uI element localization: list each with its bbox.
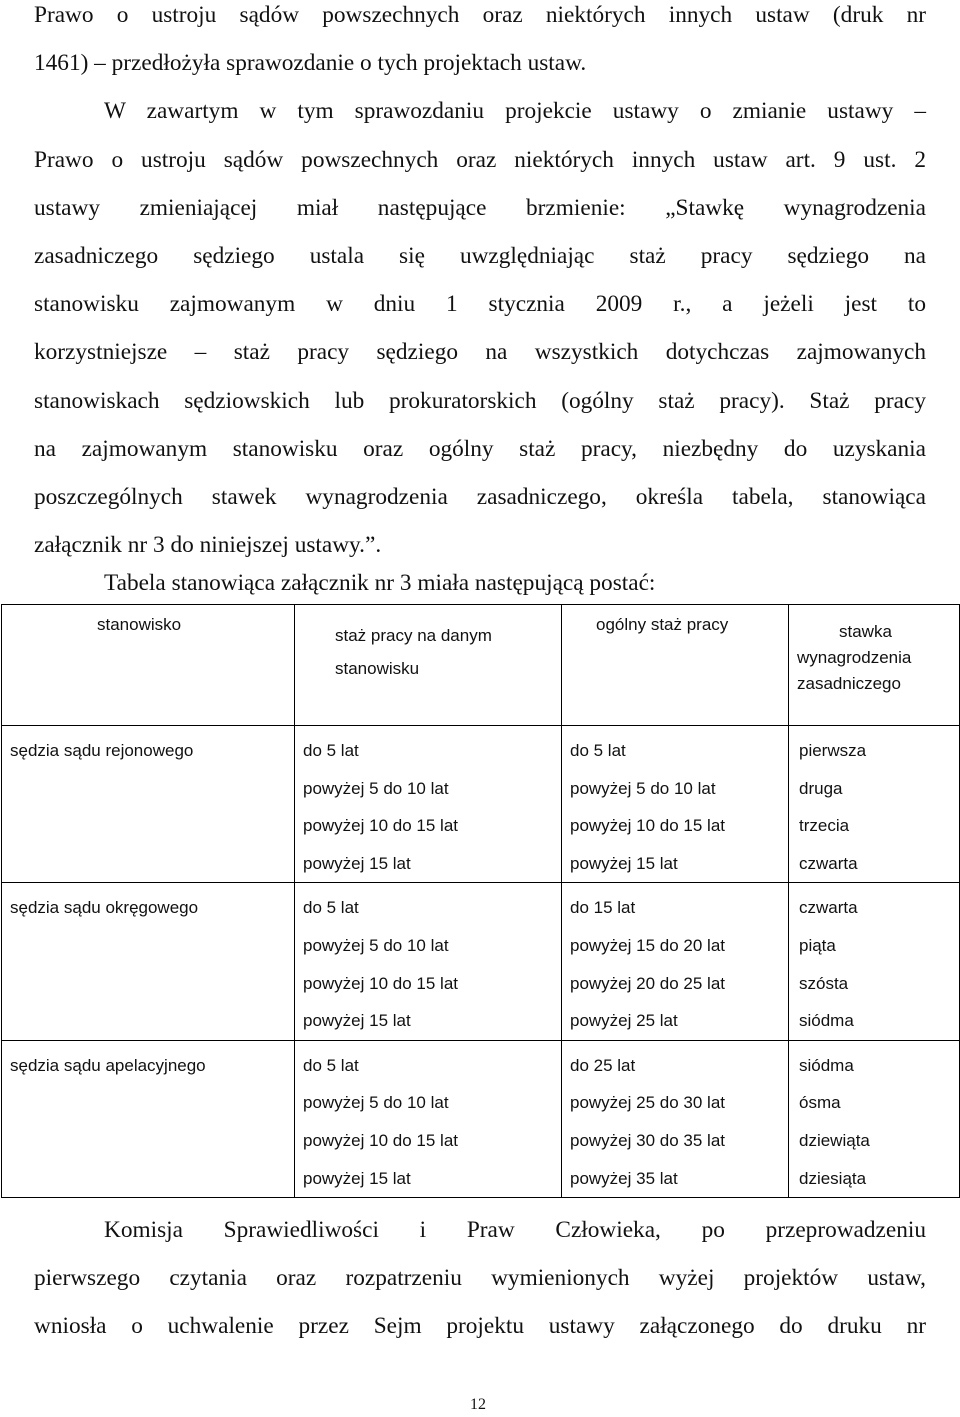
- rate-cell-value: siódma: [799, 1011, 854, 1031]
- table-header-row: [2, 605, 960, 726]
- tenure-cell-value: powyżej 15 lat: [303, 1168, 411, 1188]
- tenure-cell-value: do 5 lat: [303, 1055, 359, 1075]
- text-line: 1461) – przedłożyła sprawozdanie o tych projektach ustaw.: [34, 50, 587, 77]
- rate-cell-value: dziesiąta: [799, 1168, 867, 1188]
- header-tenure-line: stanowisku: [335, 659, 420, 678]
- text-line: stanowisku zajmowanym w dniu 1 stycznia 2009 r., a jeżeli jest to: [34, 291, 926, 318]
- rate-cell: [789, 726, 960, 883]
- rate-cell-value: trzecia: [799, 816, 850, 836]
- rate-cell: [789, 1040, 960, 1197]
- total-tenure-cell-value: powyżej 25 do 30 lat: [570, 1093, 725, 1113]
- tenure-cell-value: powyżej 5 do 10 lat: [303, 1093, 449, 1113]
- rate-cell-value: czwarta: [799, 853, 858, 873]
- rate-cell-value: pierwsza: [799, 741, 867, 760]
- total-tenure-cell-value: powyżej 10 do 15 lat: [570, 816, 725, 836]
- text-line: zasadniczego sędziego ustala się uwzględniając staż pracy sędziego na: [34, 243, 926, 270]
- text-line: załącznik nr 3 do niniejszej ustawy.”.: [34, 532, 382, 559]
- header-tenure-line: staż pracy na danym: [335, 626, 492, 645]
- position-cell: [2, 883, 295, 1040]
- header-rate-line: stawka: [839, 622, 892, 641]
- page-number: 12: [470, 1396, 486, 1413]
- rate-cell-value: piąta: [799, 935, 836, 955]
- rate-cell-value: dziewiąta: [799, 1130, 870, 1150]
- text-line: ustawy zmieniającej miał następujące brzmienie: „Stawkę wynagrodzenia: [34, 194, 926, 221]
- total-tenure-cell: [562, 1040, 789, 1197]
- rate-cell-value: czwarta: [799, 898, 858, 918]
- position-label: sędzia sądu apelacyjnego: [10, 1055, 206, 1075]
- tenure-cell-value: powyżej 10 do 15 lat: [303, 973, 458, 993]
- total-tenure-cell: [562, 726, 789, 883]
- text-line: pierwszego czytania oraz rozpatrzeniu wymienionych wyżej projektów ustaw,: [34, 1265, 926, 1292]
- text-line: Prawo o ustroju sądów powszechnych oraz niektórych innych ustaw art. 9 ust. 2: [34, 146, 926, 173]
- position-label: sędzia sądu okręgowego: [10, 898, 199, 918]
- tenure-cell-value: powyżej 10 do 15 lat: [303, 1130, 458, 1150]
- rate-cell-value: druga: [799, 778, 843, 798]
- table-body: [2, 726, 960, 1198]
- tenure-cell-value: do 5 lat: [303, 898, 359, 918]
- tenure-cell-value: powyżej 15 lat: [303, 853, 411, 873]
- total-tenure-cell-value: do 15 lat: [570, 898, 636, 918]
- text-line: Prawo o ustroju sądów powszechnych oraz niektórych innych ustaw (druk nr: [34, 2, 926, 28]
- tenure-cell-value: do 5 lat: [303, 741, 359, 760]
- rate-cell-value: siódma: [799, 1055, 854, 1075]
- tenure-cell-value: powyżej 5 do 10 lat: [303, 935, 449, 955]
- position-cell: [2, 726, 295, 883]
- tenure-cell-value: powyżej 10 do 15 lat: [303, 816, 458, 836]
- closing-paragraph: [34, 1206, 926, 1351]
- tenure-cell: [295, 1040, 562, 1197]
- text-line: poszczególnych stawek wynagrodzenia zasadniczego, określa tabela, stanowiąca: [34, 484, 926, 511]
- header-tenure: [295, 605, 562, 726]
- text-line: Komisja Sprawiedliwości i Praw Człowieka, po przeprowadzeniu: [104, 1217, 926, 1243]
- text-line: W zawartym w tym sprawozdaniu projekcie ustawy o zmianie ustawy –: [104, 98, 926, 125]
- header-rate: [789, 605, 960, 726]
- intro-paragraph: [34, 0, 926, 569]
- salary-rate-table: [1, 604, 960, 1198]
- table-row: [2, 726, 960, 883]
- header-position: stanowisko: [2, 605, 295, 726]
- total-tenure-cell-value: powyżej 25 lat: [570, 1011, 678, 1031]
- total-tenure-cell-value: do 5 lat: [570, 741, 626, 760]
- table-row: [2, 1040, 960, 1197]
- total-tenure-cell-value: powyżej 20 do 25 lat: [570, 973, 725, 993]
- text-line: korzystniejsze – staż pracy sędziego na wszystkich dotychczas zajmowanych: [34, 339, 926, 366]
- tenure-cell: [295, 883, 562, 1040]
- tenure-cell: [295, 726, 562, 883]
- text-line: na zajmowanym stanowisku oraz ogólny staż pracy, niezbędny do uzyskania: [34, 435, 926, 462]
- rate-cell: [789, 883, 960, 1040]
- header-rate-line: wynagrodzenia: [797, 648, 912, 667]
- position-cell: [2, 1040, 295, 1197]
- total-tenure-cell-value: powyżej 15 do 20 lat: [570, 935, 725, 955]
- total-tenure-cell-value: do 25 lat: [570, 1055, 636, 1075]
- header-rate-line: zasadniczego: [797, 674, 901, 693]
- header-total-tenure: ogólny staż pracy: [562, 605, 789, 726]
- total-tenure-cell-value: powyżej 35 lat: [570, 1168, 678, 1188]
- tenure-cell-value: powyżej 5 do 10 lat: [303, 778, 449, 798]
- table-row: [2, 883, 960, 1040]
- total-tenure-cell: [562, 883, 789, 1040]
- position-label: sędzia sądu rejonowego: [10, 741, 194, 760]
- rate-cell-value: ósma: [799, 1093, 841, 1113]
- text-line: wniosła o uchwalenie przez Sejm projektu ustawy załączonego do druku nr: [34, 1313, 926, 1340]
- text-line: stanowiskach sędziowskich lub prokuratorskich (ogólny staż pracy). Staż pracy: [34, 387, 926, 414]
- rate-cell-value: szósta: [799, 973, 849, 993]
- total-tenure-cell-value: powyżej 15 lat: [570, 853, 678, 873]
- table-caption: Tabela stanowiąca załącznik nr 3 miała następującą postać:: [104, 570, 656, 596]
- total-tenure-cell-value: powyżej 5 do 10 lat: [570, 778, 716, 798]
- tenure-cell-value: powyżej 15 lat: [303, 1011, 411, 1031]
- total-tenure-cell-value: powyżej 30 do 35 lat: [570, 1130, 725, 1150]
